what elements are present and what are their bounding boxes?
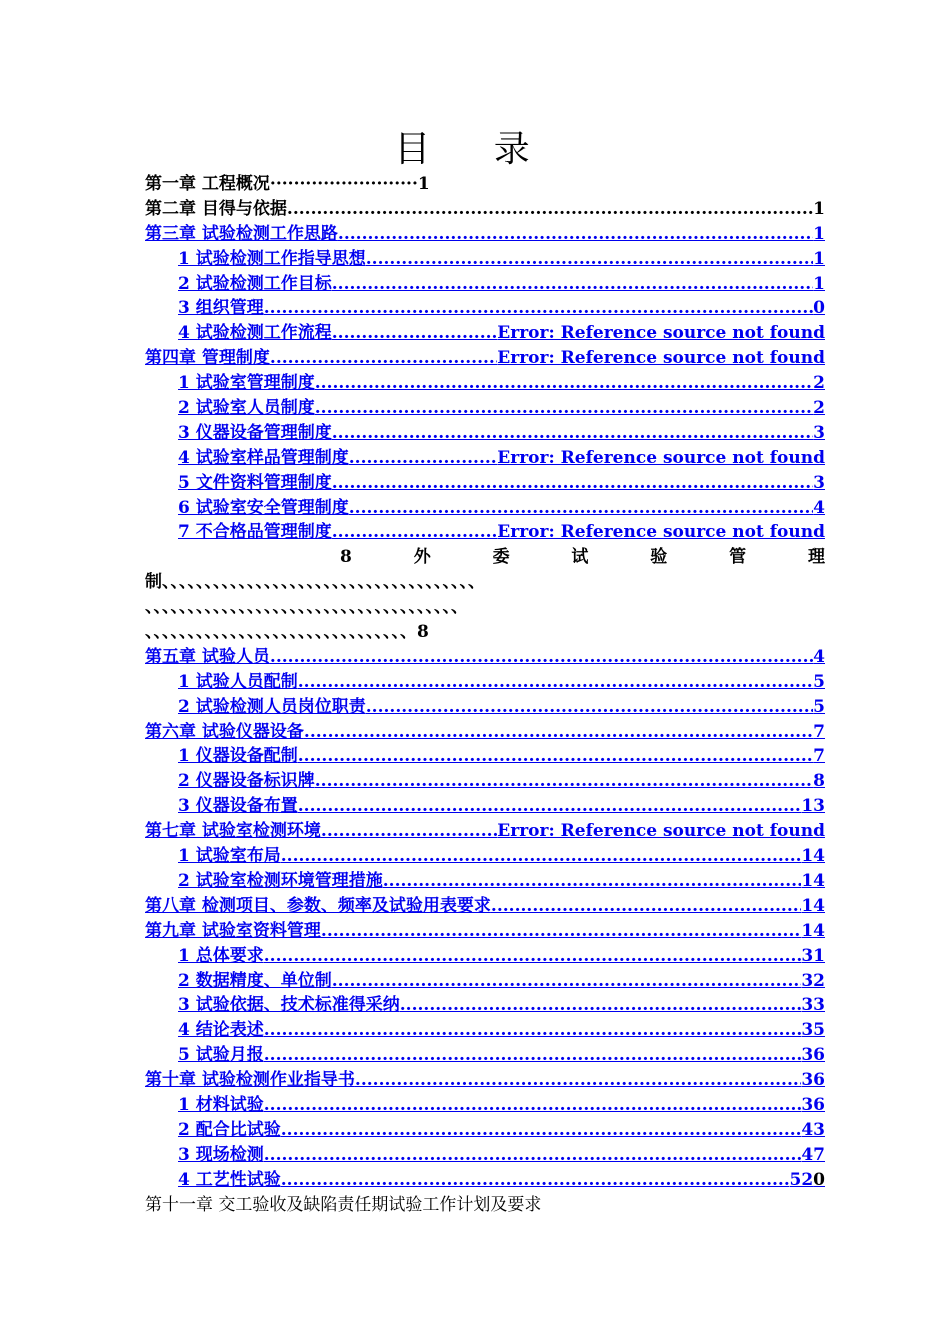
toc-entry-label: 第四章 管理制度 — [145, 348, 270, 369]
toc-entry-label: 4 结论表述 — [178, 1020, 264, 1041]
toc-entry[interactable] — [145, 919, 825, 944]
toc-subentry[interactable] — [145, 869, 825, 894]
toc-leader-dots — [287, 197, 813, 222]
toc-entry-label: 3 现场检测 — [178, 1144, 264, 1165]
toc-page-number: 36 — [801, 1070, 825, 1091]
toc-leader-dots — [315, 769, 813, 794]
toc-leader-dots — [281, 1118, 802, 1143]
toc-page-number: 2 — [813, 398, 825, 419]
toc-page-number: 4 — [813, 497, 825, 518]
toc-page-number: 33 — [801, 995, 825, 1016]
broken-entry-word: 委 — [492, 547, 510, 568]
toc-entry-label: 6 试验室安全管理制度 — [178, 497, 349, 518]
toc-subentry[interactable] — [145, 371, 825, 396]
toc-entry[interactable] — [145, 894, 825, 919]
toc-entry — [145, 197, 825, 222]
toc-subentry[interactable] — [145, 1168, 825, 1193]
toc-entry-label: 第九章 试验室资料管理 — [145, 920, 321, 941]
toc-subentry[interactable] — [145, 969, 825, 994]
toc-entry-label: 2 试验检测人员岗位职责 — [178, 696, 366, 717]
toc-leader-dots — [355, 1068, 801, 1093]
toc-page-number: 1 — [813, 248, 825, 269]
toc-leader-dots — [332, 471, 813, 496]
toc-subentry[interactable] — [145, 944, 825, 969]
toc-entry-label: 2 仪器设备标识牌 — [178, 771, 315, 792]
broken-entry-page: 8 — [417, 622, 429, 643]
toc-leader-dots: ························· — [269, 174, 418, 194]
toc-page-number: 35 — [801, 1020, 825, 1041]
toc-leader-dots — [298, 794, 802, 819]
toc-entry-label: 5 文件资料管理制度 — [178, 472, 332, 493]
broken-entry-word: 试 — [571, 547, 589, 568]
toc-subentry[interactable] — [145, 446, 825, 471]
toc-subentry[interactable] — [145, 744, 825, 769]
toc-entry-label: 第三章 试验检测工作思路 — [145, 223, 338, 244]
toc-page-number: 13 — [801, 796, 825, 817]
toc-leader-dots — [281, 1168, 790, 1193]
toc-leader-dots — [332, 969, 802, 994]
toc-page-number: 7 — [813, 721, 825, 742]
toc-page-number: 36 — [801, 1094, 825, 1115]
toc-leader-dots — [315, 396, 813, 421]
toc-leader-dots — [332, 421, 813, 446]
broken-entry-word: 理 — [808, 547, 825, 568]
toc-page-number: 2 — [813, 373, 825, 394]
broken-entry-line — [145, 620, 825, 645]
toc-subentry[interactable] — [145, 421, 825, 446]
toc-subentry[interactable] — [145, 296, 825, 321]
toc-subentry[interactable] — [145, 670, 825, 695]
toc-leader-dots — [270, 645, 813, 670]
toc-section-1 — [145, 172, 825, 545]
toc-leader-dots — [321, 919, 801, 944]
toc-entry-label: 1 试验室管理制度 — [178, 373, 315, 394]
toc-subentry[interactable] — [145, 769, 825, 794]
toc-page-number: 8 — [813, 771, 825, 792]
toc-subentry[interactable] — [145, 1043, 825, 1068]
toc-entry-label: 4 试验室样品管理制度 — [178, 447, 349, 468]
toc-entry[interactable] — [145, 1068, 825, 1093]
toc-entry-label: 第八章 检测项目、参数、频率及试验用表要求 — [145, 895, 491, 916]
toc-entry-label: 1 试验室布局 — [178, 846, 281, 867]
broken-entry-words — [145, 545, 825, 570]
toc-entry-label: 2 试验检测工作目标 — [178, 273, 332, 294]
toc-leader-dots — [366, 247, 813, 272]
broken-entry-word: 管 — [729, 547, 747, 568]
toc-entry-label: 3 试验依据、技术标准得采纳 — [178, 995, 400, 1016]
toc-leader-dots — [332, 272, 813, 297]
toc-subentry[interactable] — [145, 396, 825, 421]
toc-leader-dots — [332, 520, 498, 545]
toc-page-number: Error: Reference source not found — [497, 323, 825, 344]
broken-entry-word: 外 — [413, 547, 431, 568]
toc-leader-dots — [264, 296, 813, 321]
toc-subentry[interactable] — [145, 496, 825, 521]
toc-page-number: Error: Reference source not found — [497, 447, 825, 468]
toc-leader-dots — [349, 446, 498, 471]
toc-entry-label: 1 总体要求 — [178, 945, 264, 966]
table-of-contents — [145, 172, 825, 1217]
toc-entry-label: 2 配合比试验 — [178, 1119, 281, 1140]
toc-entry-label: 第二章 目得与依据 — [145, 198, 287, 219]
toc-page-number: 47 — [801, 1144, 825, 1165]
toc-entry-label: 1 材料试验 — [178, 1094, 264, 1115]
broken-entry-dots: 、、、、、、、、、、、、、、、、、、、、、、、、、、、、、、、 — [145, 622, 417, 643]
toc-leader-dots — [281, 844, 802, 869]
toc-entry-label: 7 不合格品管理制度 — [178, 522, 332, 543]
toc-subentry[interactable] — [145, 520, 825, 545]
toc-entry-label: 2 试验室检测环境管理措施 — [178, 870, 383, 891]
toc-page-number: 31 — [801, 945, 825, 966]
toc-leader-dots — [298, 670, 813, 695]
toc-page-number: 43 — [801, 1119, 825, 1140]
toc-entry-label: 2 试验室人员制度 — [178, 398, 315, 419]
toc-entry-label: 3 仪器设备管理制度 — [178, 422, 332, 443]
toc-subentry[interactable] — [145, 471, 825, 496]
toc-entry-label: 3 组织管理 — [178, 298, 264, 319]
toc-trailing-digit: 0 — [813, 1169, 825, 1190]
toc-leader-dots — [400, 993, 802, 1018]
toc-subentry[interactable] — [145, 695, 825, 720]
toc-page-number: 14 — [801, 870, 825, 891]
toc-leader-dots — [349, 496, 813, 521]
toc-page-number: Error: Reference source not found — [497, 348, 825, 369]
toc-entry-label: 第六章 试验仪器设备 — [145, 721, 304, 742]
toc-page-number: 1 — [417, 174, 430, 194]
toc-entry-label: 第五章 试验人员 — [145, 646, 270, 667]
toc-subentry[interactable] — [145, 1093, 825, 1118]
toc-leader-dots — [264, 1018, 802, 1043]
toc-page-number: 1 — [813, 198, 825, 219]
toc-leader-dots — [264, 944, 802, 969]
toc-page-number: 3 — [813, 472, 825, 493]
broken-entry-word: 8 — [340, 547, 352, 568]
toc-page-number: 14 — [801, 846, 825, 867]
toc-page-number: Error: Reference source not found — [497, 522, 825, 543]
toc-entry-label: 1 试验检测工作指导思想 — [178, 248, 366, 269]
toc-page-number: 5 — [813, 696, 825, 717]
toc-entry[interactable] — [145, 645, 825, 670]
toc-subentry[interactable] — [145, 993, 825, 1018]
toc-page-number: 36 — [801, 1045, 825, 1066]
toc-leader-dots — [304, 720, 813, 745]
toc-leader-dots — [264, 1143, 802, 1168]
toc-page-number: 0 — [813, 298, 825, 319]
toc-leader-dots — [298, 744, 813, 769]
toc-subentry[interactable] — [145, 1143, 825, 1168]
toc-subentry[interactable] — [145, 247, 825, 272]
toc-page-number: 14 — [801, 895, 825, 916]
toc-entry — [145, 172, 825, 197]
toc-entry[interactable] — [145, 222, 825, 247]
toc-entry-last: 第十一章 交工验收及缺陷责任期试验工作计划及要求 — [145, 1194, 542, 1215]
toc-page-number: 4 — [813, 646, 825, 667]
toc-subentry[interactable] — [145, 321, 825, 346]
toc-entry[interactable] — [145, 346, 825, 371]
broken-entry-word: 验 — [650, 547, 668, 568]
page-title: 目 录 — [394, 129, 556, 170]
toc-subentry[interactable] — [145, 1118, 825, 1143]
toc-page-number: Error: Reference source not found — [497, 821, 825, 842]
toc-leader-dots — [264, 1093, 802, 1118]
toc-subentry[interactable] — [145, 844, 825, 869]
toc-entry[interactable] — [145, 819, 825, 844]
toc-page-number: 1 — [813, 223, 825, 244]
toc-entry-label: 第十章 试验检测作业指导书 — [145, 1070, 355, 1091]
toc-page-number: 3 — [813, 422, 825, 443]
toc-leader-dots — [332, 321, 498, 346]
toc-entry-label: 5 试验月报 — [178, 1045, 264, 1066]
toc-leader-dots — [321, 819, 497, 844]
toc-entry-label: 1 试验人员配制 — [178, 671, 298, 692]
toc-subentry[interactable] — [145, 794, 825, 819]
toc-page-number: 52 — [789, 1169, 814, 1190]
toc-leader-dots — [264, 1043, 802, 1068]
toc-leader-dots — [315, 371, 813, 396]
toc-entry-label: 第七章 试验室检测环境 — [145, 821, 321, 842]
toc-leader-dots — [338, 222, 813, 247]
toc-leader-dots — [270, 346, 497, 371]
toc-page-number: 1 — [813, 273, 825, 294]
toc-leader-dots — [366, 695, 813, 720]
toc-leader-dots — [491, 894, 801, 919]
toc-entry-label: 4 工艺性试验 — [178, 1169, 281, 1190]
broken-entry-line: 、、、、、、、、、、、、、、、、、、、、、、、、、、、、、、、、、、、、、 — [145, 597, 468, 618]
broken-entry-line: 制、、、、、、、、、、、、、、、、、、、、、、、、、、、、、、、、、、、、、 — [145, 572, 485, 593]
toc-page-number: 14 — [801, 920, 825, 941]
toc-entry-label: 第一章 工程概况 — [145, 174, 270, 194]
toc-entry-label: 1 仪器设备配制 — [178, 746, 298, 767]
toc-page-number: 7 — [813, 746, 825, 767]
toc-subentry[interactable] — [145, 1018, 825, 1043]
toc-page-number: 32 — [801, 970, 825, 991]
toc-entry-label: 2 数据精度、单位制 — [178, 970, 332, 991]
toc-section-2 — [145, 645, 825, 1193]
toc-entry-label: 4 试验检测工作流程 — [178, 323, 332, 344]
toc-entry[interactable] — [145, 720, 825, 745]
toc-leader-dots — [383, 869, 802, 894]
toc-entry-label: 3 仪器设备布置 — [178, 796, 298, 817]
toc-page-number: 5 — [813, 671, 825, 692]
toc-subentry[interactable] — [145, 272, 825, 297]
